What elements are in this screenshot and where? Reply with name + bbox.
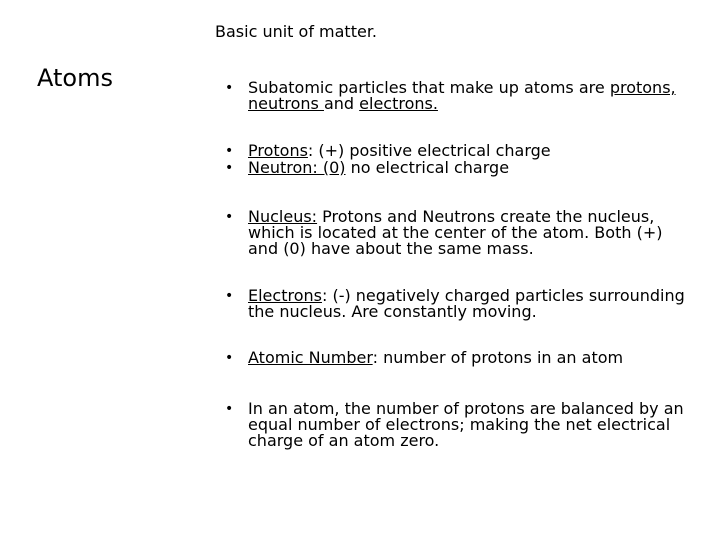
text-line: charge of an atom zero. [248, 431, 440, 450]
bullet-text [248, 401, 708, 449]
term-nucleus: Nucleus: [248, 207, 318, 226]
text-segment: Subatomic particles that make up atoms are [248, 78, 610, 97]
bullet-marker: • [225, 160, 234, 176]
term-neutrons: neutrons [248, 94, 324, 113]
text-segment: : (-) negatively charged particles surrounding [321, 286, 685, 305]
term-neutron: Neutron: (0) [248, 158, 346, 177]
bullet-text [248, 80, 708, 112]
bullet-marker: • [225, 143, 234, 159]
text-segment: and [323, 94, 360, 113]
term-electrons: Electrons [248, 286, 322, 305]
bullet-marker: • [225, 350, 234, 366]
text-segment: no electrical charge [345, 158, 510, 177]
text-line [248, 160, 708, 176]
bullet-text [248, 350, 708, 366]
term-protons: Protons [248, 141, 308, 160]
text-line [248, 96, 708, 112]
bullet-marker: • [225, 288, 234, 304]
text-line: the nucleus. Are constantly moving. [248, 302, 537, 321]
bullet-marker: • [225, 209, 234, 225]
term-electrons: electrons. [359, 94, 438, 113]
bullet-text [248, 288, 708, 320]
text-line: which is located at the center of the atom. Both (+) [248, 223, 663, 242]
text-line: and (0) have about the same mass. [248, 239, 534, 258]
text-line: In an atom, the number of protons are balanced by an [248, 399, 684, 418]
slide-title: Atoms [37, 64, 113, 92]
text-line: equal number of electrons; making the net electrical [248, 415, 671, 434]
bullet-marker: • [225, 401, 234, 417]
term-atomic-number: Atomic Number [248, 348, 373, 367]
term-protons: protons, [609, 78, 676, 97]
slide-subtitle: Basic unit of matter. [215, 22, 378, 41]
text-segment: : (+) positive electrical charge [307, 141, 551, 160]
text-segment: Protons and Neutrons create the nucleus, [317, 207, 655, 226]
bullet-marker: • [225, 80, 234, 96]
bullet-text [248, 209, 708, 257]
text-segment: : number of protons in an atom [372, 348, 624, 367]
bullet-text [248, 160, 708, 176]
text-line [248, 143, 708, 159]
bullet-text [248, 143, 708, 159]
text-line [248, 350, 708, 366]
